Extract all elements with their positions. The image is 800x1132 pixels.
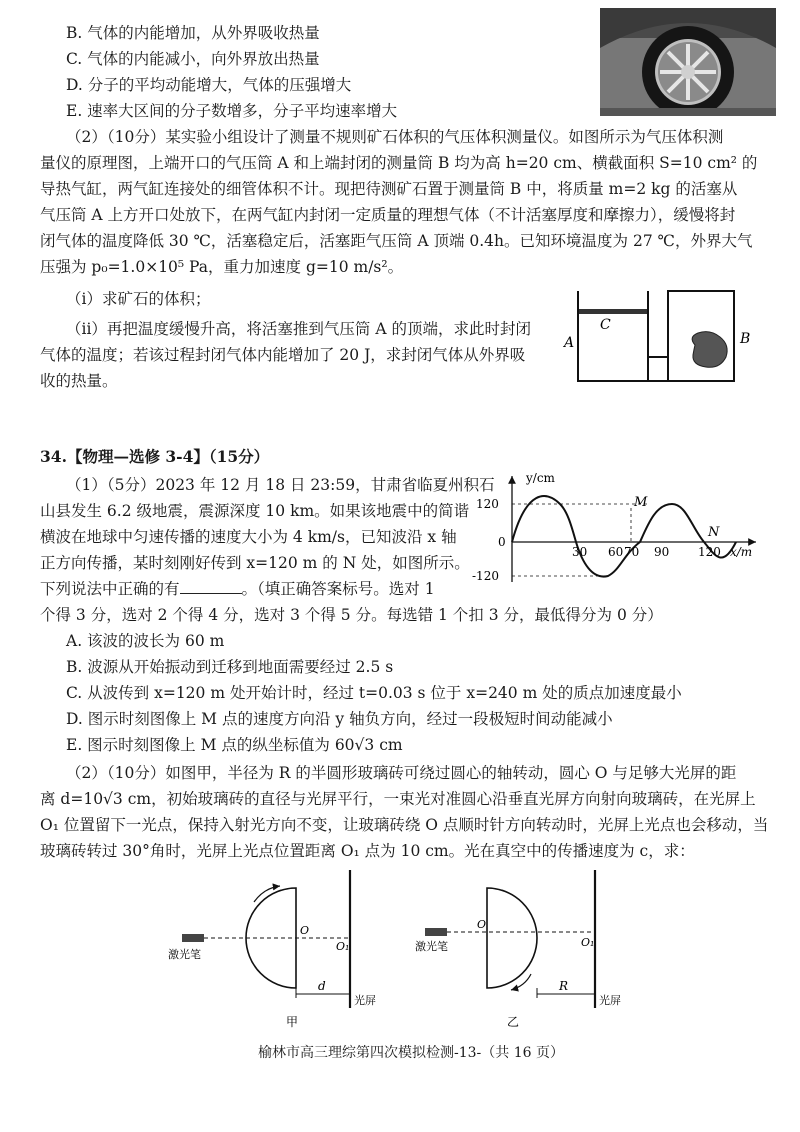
r-label: R: [559, 979, 569, 993]
q33-p2-line-5: 闭气体的温度降低 30 ℃，活塞稳定后，活塞距气压筒 A 顶端 0.4h。已知环境温度为 27 ℃，外界大气: [40, 232, 753, 250]
q34-option-b: B. 波源从开始振动到迁移到地面需要经过 2.5 s: [66, 658, 394, 676]
q33-sub-i: （i）求矿石的体积；: [66, 290, 211, 308]
screen-label: 光屏: [354, 994, 376, 1007]
q34-p1-line-1: （1）（5分）2023 年 12 月 18 日 23:59，甘肃省临夏州积石: [66, 476, 495, 494]
x-tick-120: 120: [698, 545, 721, 559]
o1-label: O₁: [336, 940, 350, 953]
ore-stone: [692, 332, 727, 368]
q33-option-b: B. 气体的内能增加，从外界吸收热量: [66, 24, 320, 42]
point-m-label: M: [634, 495, 648, 510]
figure-jia-caption: 甲: [286, 1015, 299, 1029]
cylinder-diagram: [560, 285, 780, 390]
x-tick-60: 60: [608, 545, 624, 559]
figure-yi-caption: 乙: [507, 1015, 520, 1029]
label-c: C: [600, 317, 611, 333]
q33-sub-ii-line-2: 气体的温度；若该过程封闭气体内能增加了 20 J，求封闭气体从外界吸: [40, 346, 526, 364]
o1-label-2: O₁: [581, 936, 595, 949]
point-n-label: N: [708, 525, 720, 540]
x-tick-30: 30: [572, 545, 588, 559]
laser-pen-icon-2: [425, 928, 447, 936]
q34-p2-line-1: （2）（10分）如图甲，半径为 R 的半圆形玻璃砖可绕过圆心的轴转动，圆心 O 与足够大光屏的距: [66, 764, 737, 782]
q34-p2-line-4: 玻璃砖转过 30°角时，光屏上光点位置距离 O₁ 点为 10 cm。光在真空中的传播速度为 c，求：: [40, 842, 695, 860]
q34-p1-line-5-pre: 下列说法中正确的有: [40, 580, 180, 598]
label-b: B: [740, 331, 751, 347]
q33-sub-ii-line-3: 收的热量。: [40, 372, 118, 390]
q33-p2-line-3: 导热气缸，两气缸连接处的细管体积不计。现把待测矿石置于测量筒 B 中，将质量 m=2 kg 的活塞从: [40, 180, 738, 198]
q34-p1-line-6: 个得 3 分，选对 2 个得 4 分，选对 3 个得 5 分。每选错 1 个扣 3 分，最低得分为 0 分）: [40, 606, 663, 624]
wave-graph: [468, 470, 768, 588]
answer-blank: [180, 579, 242, 594]
q34-p1-line-5-post: 。（填正确答案标号。选对 1: [241, 580, 435, 598]
figure-jia: [168, 862, 388, 1034]
q33-p2-line-4: 气压筒 A 上方开口处放下，在两气缸内封闭一定质量的理想气体（不计活塞厚度和摩擦力），缓慢将封: [40, 206, 736, 224]
q34-heading: 34.【物理—选修 3-4】（15分）: [40, 447, 270, 466]
center-o-label-2: O: [477, 918, 487, 931]
q34-p2-line-2: 离 d=10√3 cm，初始玻璃砖的直径与光屏平行，一束光对准圆心沿垂直光屏方向射向玻璃砖，在光屏上: [40, 790, 756, 808]
glass-half-disc-2: [487, 888, 537, 988]
y-tick-120: 120: [476, 497, 499, 511]
page-footer: 榆林市高三理综第四次模拟检测-13-（共 16 页）: [258, 1045, 564, 1061]
y-tick-minus-120: -120: [472, 569, 499, 583]
x-tick-70: 70: [624, 545, 640, 559]
laser-pen-icon: [182, 934, 204, 942]
q34-p1-line-4: 正方向传播，某时刻刚好传到 x=120 m 的 N 处，如图所示。: [40, 554, 470, 572]
figure-yi: [415, 862, 645, 1034]
y-axis-label: y/cm: [526, 471, 555, 485]
rotation-arrow-icon-2: [511, 974, 531, 990]
center-o-label: O: [300, 924, 310, 937]
q33-p2-line-2: 量仪的原理图，上端开口的气压筒 A 和上端封闭的测量筒 B 均为高 h=20 cm、横截面积 S=10 cm² 的: [40, 154, 758, 172]
laser-pen-label: 激光笔: [168, 948, 201, 961]
d-label: d: [318, 979, 326, 993]
q33-option-d: D. 分子的平均动能增大，气体的压强增大: [66, 76, 352, 94]
laser-pen-label-2: 激光笔: [415, 940, 448, 953]
q33-sub-ii-line-1: （ii）再把温度缓慢升高，将活塞推到气压筒 A 的顶端，求此时封闭: [66, 320, 531, 338]
q34-option-d: D. 图示时刻图像上 M 点的速度方向沿 y 轴负方向，经过一段极短时间动能减小: [66, 710, 613, 728]
car-wheel-photo: [600, 8, 776, 116]
y-tick-0: 0: [498, 535, 506, 549]
q34-p1-line-5: [40, 578, 435, 600]
piston: [579, 309, 647, 314]
screen-label-2: 光屏: [599, 994, 621, 1007]
q34-option-e: E. 图示时刻图像上 M 点的纵坐标值为 60√3 cm: [66, 736, 403, 754]
q33-p2-line-6: 压强为 p₀=1.0×10⁵ Pa，重力加速度 g=10 m/s²。: [40, 258, 404, 276]
q34-p2-line-3: O₁ 位置留下一光点，保持入射光方向不变，让玻璃砖绕 O 点顺时针方向转动时，光屏上光点也会移动，当: [40, 816, 769, 834]
q34-p1-line-3: 横波在地球中匀速传播的速度大小为 4 km/s，已知波沿 x 轴: [40, 528, 457, 546]
q33-option-c: C. 气体的内能减小，向外界放出热量: [66, 50, 320, 68]
x-tick-90: 90: [654, 545, 670, 559]
q34-option-c: C. 从波传到 x=120 m 处开始计时，经过 t=0.03 s 位于 x=240 m 处的质点加速度最小: [66, 684, 682, 702]
x-axis-label: x/m: [730, 545, 753, 559]
q34-option-a: A. 该波的波长为 60 m: [66, 632, 225, 650]
label-a: A: [564, 335, 575, 351]
q33-option-e: E. 速率大区间的分子数增多，分子平均速率增大: [66, 102, 398, 120]
wave-curve: [512, 496, 736, 576]
rotation-arrow-icon: [254, 886, 280, 902]
q33-p2-line-1: （2）（10分）某实验小组设计了测量不规则矿石体积的气压体积测量仪。如图所示为气压体积测: [66, 128, 724, 146]
q34-p1-line-2: 山县发生 6.2 级地震，震源深度 10 km。如果该地震中的简谐: [40, 502, 470, 520]
